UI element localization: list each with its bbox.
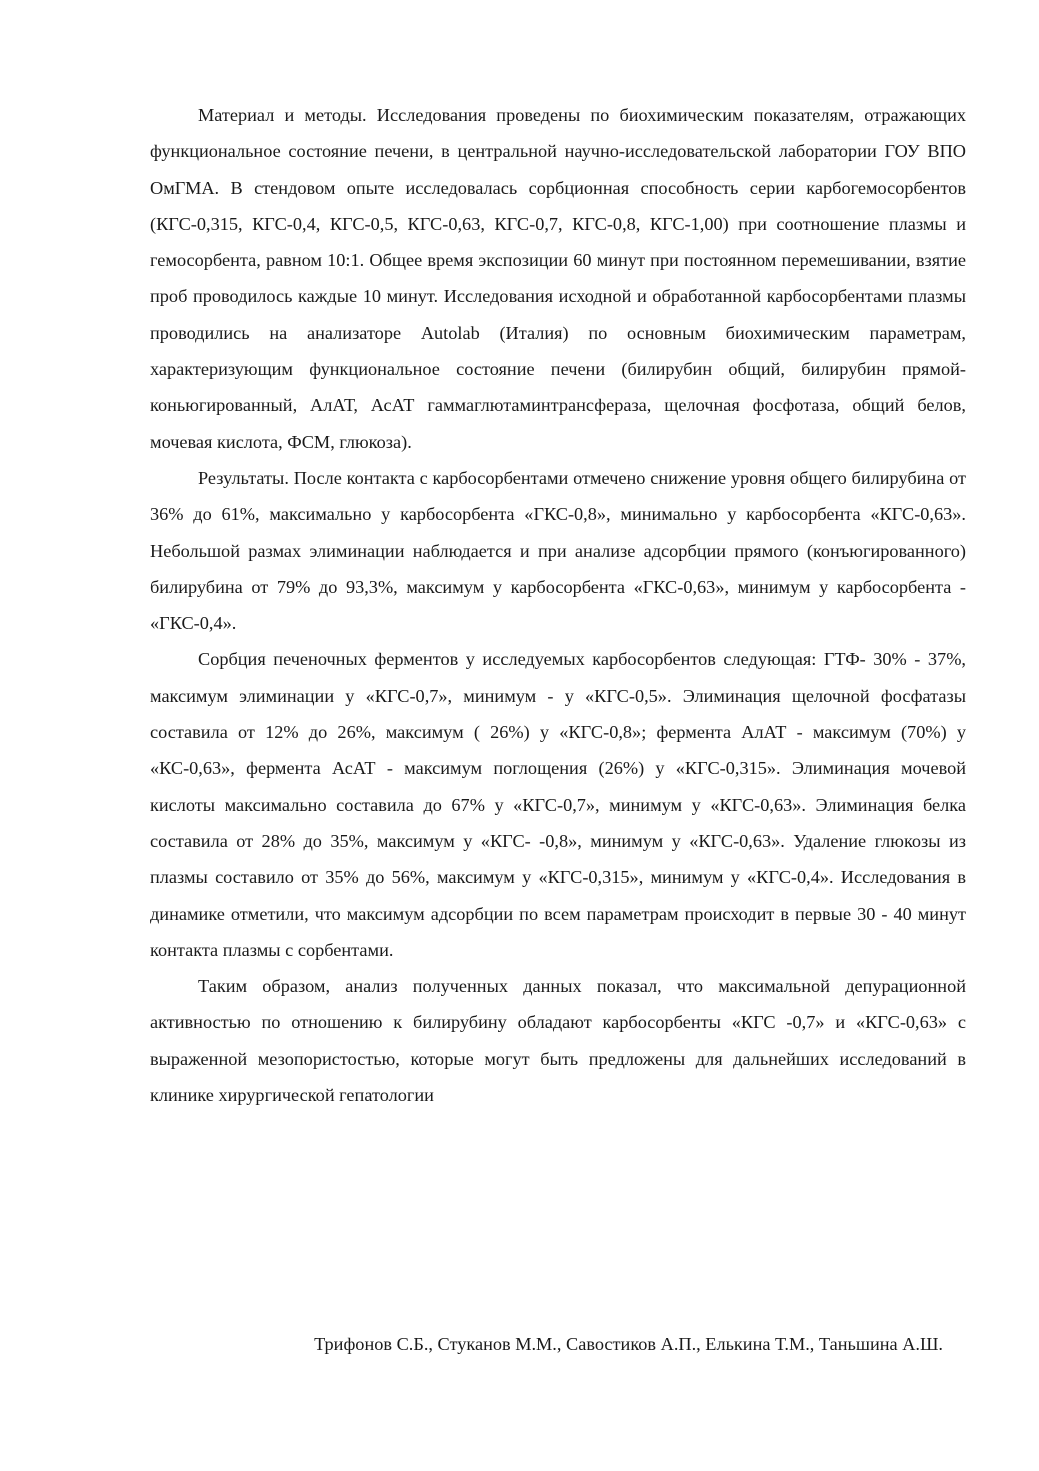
paragraph-conclusion: Таким образом, анализ полученных данных показал, что максимальной депурационной активностью по отношению к билирубину обладают карбосорбенты «КГС -0,7» и «КГС-0,63» с выраженной мезопористостью, которые могут быть предложены для дальнейших исследований в клинике хирургической гепатологии — [150, 976, 966, 1106]
paragraph-enzyme-sorption: Сорбция печеночных ферментов у исследуемых карбосорбентов следующая: ГТФ- 30% - 37%, максимум элиминации у «КГС-0,7», минимум - у «КГС-0,5». Элиминация щелочной фосфатазы составила от 12% до 26%, максимум ( 26%) у «КГС-0,8»; фермента АлАТ - максимум (70%) у «КС-0,63», фермента АсАТ - максимум поглощения (26%) у «КГС-0,315». Элиминация мочевой кислоты максимально составила до 67% у «КГС-0,7», минимум у «КГС-0,63». Элиминация белка составила от 28% до 35%, максимум у «КГС- -0,8», минимум у «КГС-0,63». Удаление глюкозы из плазмы составило от 35% до 56%, максимум у «КГС-0,315», минимум у «КГС-0,4». Исследования в динамике отметили, что максимум адсорбции по всем параметрам происходит в первые 30 - 40 минут контакта плазмы с сорбентами. — [150, 649, 966, 960]
paragraph-materials-methods: Материал и методы. Исследования проведены по биохимическим показателям, отражающих функциональное состояние печени, в центральной научно-исследовательской лаборатории ГОУ ВПО ОмГМА. В стендовом опыте исследовалась сорбционная способность серии карбогемосорбентов (КГС-0,315, КГС-0,4, КГС-0,5, КГС-0,63, КГС-0,7, КГС-0,8, КГС-1,00) при соотношение плазмы и гемосорбента, равном 10:1. Общее время экспозиции 60 минут при постоянном перемешивании, взятие проб проводилось каждые 10 минут. Исследования исходной и обработанной карбосорбентами плазмы проводились на анализаторе Autolab (Италия) по основным биохимическим параметрам, характеризующим функциональное состояние печени (билирубин общий, билирубин прямой-коньюгированный, АлАТ, АсАТ гаммаглютаминтрансфераза, щелочная фосфотаза, общий белов, мочевая кислота, ФСМ, глюкоза). — [150, 105, 966, 452]
paragraph-results: Результаты. После контакта с карбосорбентами отмечено снижение уровня общего билирубина от 36% до 61%, максимально у карбосорбента «ГКС-0,8», минимально у карбосорбента «КГС-0,63». Небольшой размах элиминации наблюдается и при анализе адсорбции прямого (конъюгированного) билирубина от 79% до 93,3%, максимум у карбосорбента «ГКС-0,63», минимум у карбосорбента - «ГКС-0,4». — [150, 467, 966, 634]
article-body — [150, 97, 966, 1113]
authors-line: Трифонов С.Б., Стуканов М.М., Савостиков А.П., Елькина Т.М., Таньшина А.Ш. — [314, 1334, 943, 1354]
